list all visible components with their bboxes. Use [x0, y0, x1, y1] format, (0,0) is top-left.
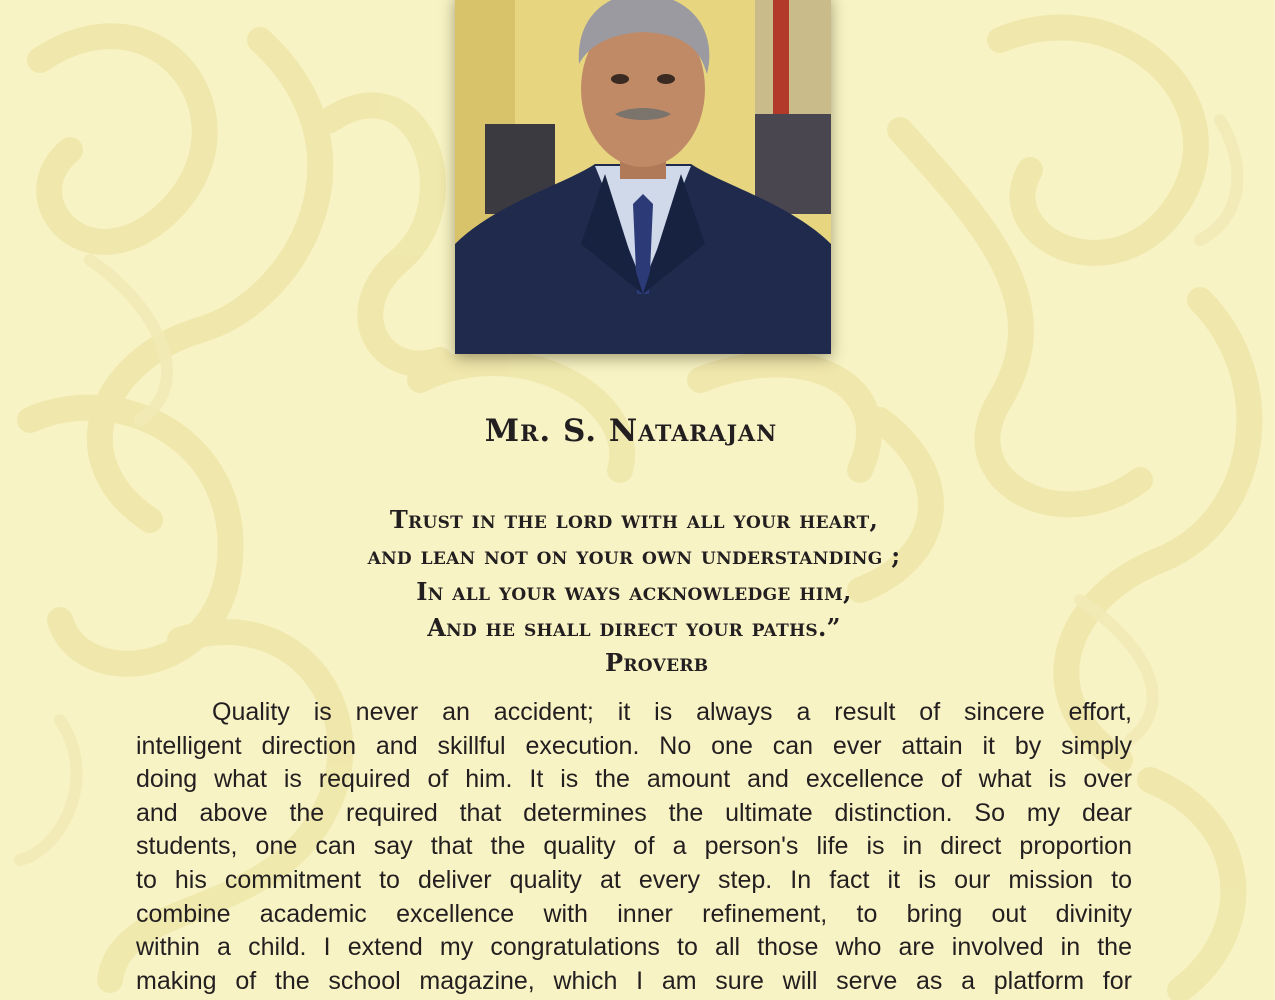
quote-line: In all your ways acknowledge him,: [416, 577, 852, 606]
message-body: [136, 696, 1132, 998]
portrait-illustration: [455, 0, 831, 354]
quote-line: And he shall direct your paths.”: [427, 613, 841, 642]
message-line: making of the school magazine, which I am sure will serve as a platform for: [136, 966, 1132, 995]
message-line: combine academic excellence with inner refinement, to bring out divinity: [136, 899, 1132, 928]
message-line: intelligent direction and skillful execution. No one can ever attain it by simply: [136, 731, 1132, 760]
proverb-quote: [0, 502, 1268, 646]
portrait-photo: [455, 0, 831, 354]
person-name: Mr. S. Natarajan: [484, 413, 778, 449]
message-line: to his commitment to deliver quality at every step. In fact it is our mission to: [136, 865, 1132, 894]
message-line: students, one can say that the quality of a person's life is in direct proportion: [136, 832, 1132, 861]
message-line: doing what is required of him. It is the amount and excellence of what is over: [136, 765, 1132, 794]
message-line: within a child. I extend my congratulations to all those who are involved in the: [136, 933, 1132, 962]
quote-line: and lean not on your own understanding ;: [367, 541, 901, 570]
message-line: Quality is never an accident; it is always a result of sincere effort,: [212, 698, 1132, 726]
message-line: and above the required that determines the ultimate distinction. So my dear: [136, 798, 1132, 827]
quote-attribution: Proverb: [605, 648, 709, 677]
quote-line: Trust in the lord with all your heart,: [389, 505, 879, 534]
